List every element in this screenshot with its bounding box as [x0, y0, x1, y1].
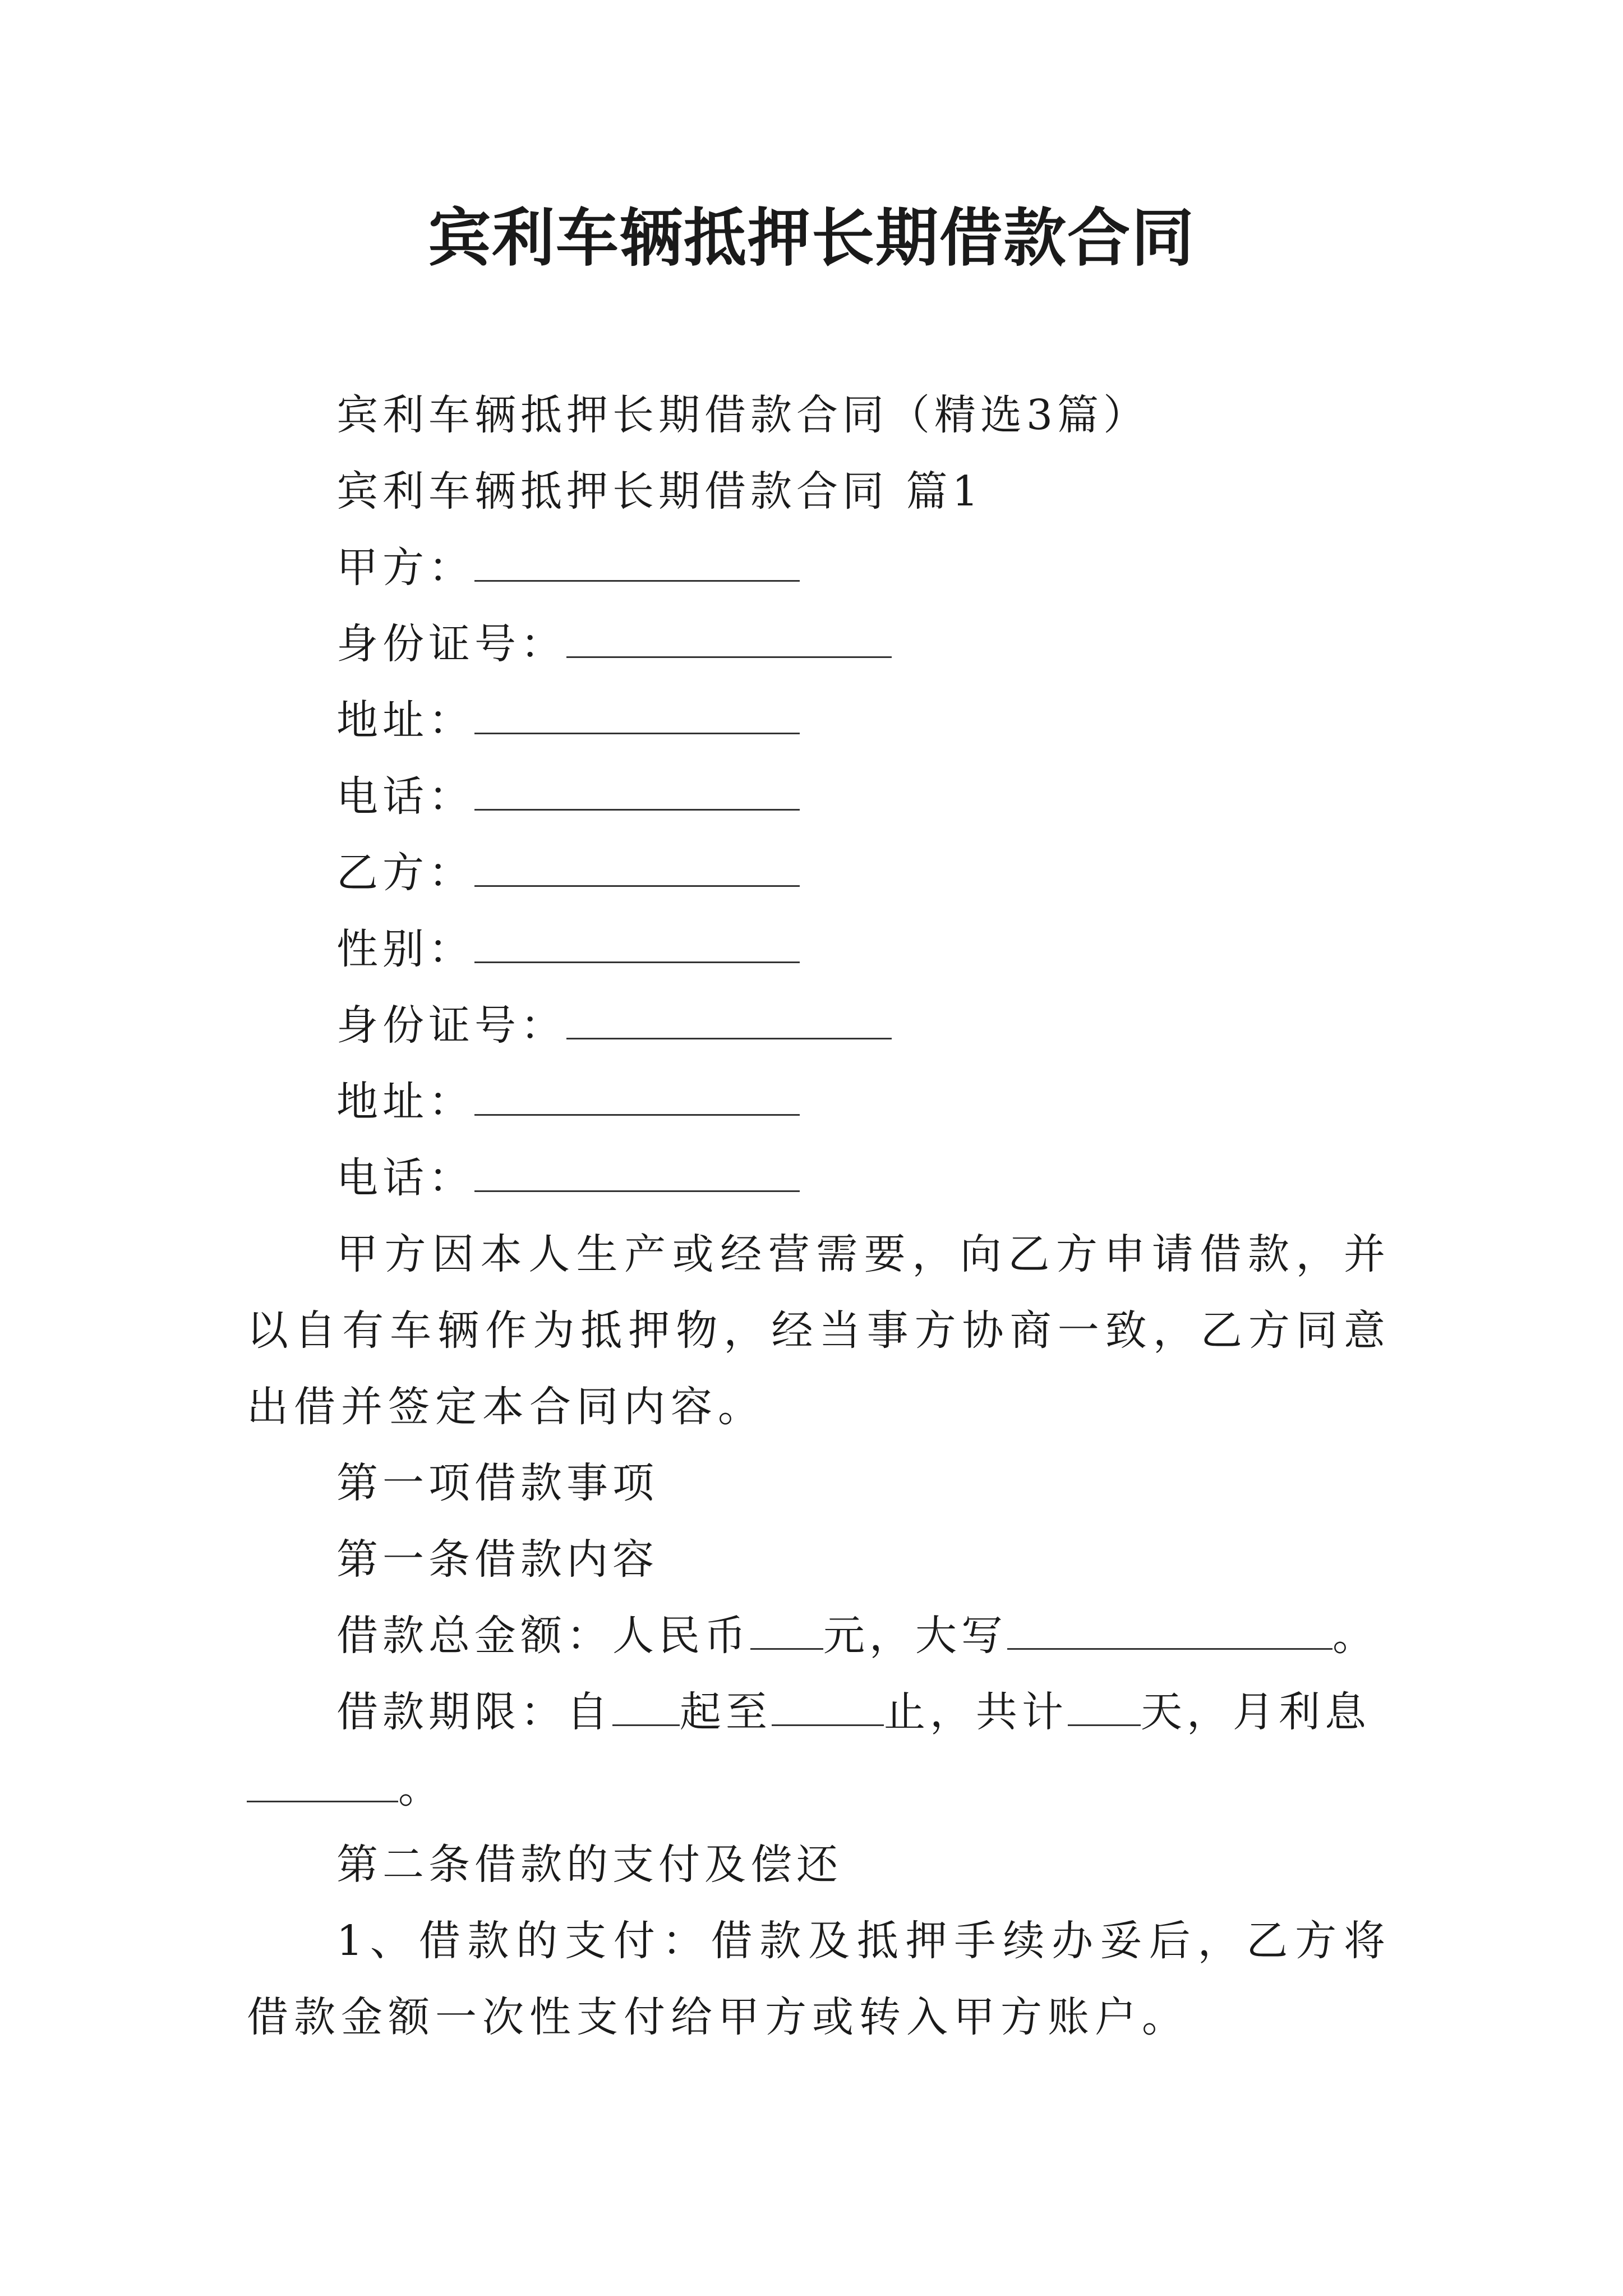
document-subtitle: 宾利车辆抵押长期借款合同（精选3篇） [336, 391, 1150, 439]
loan-amount-label: 借款总金额：人民币 [336, 1612, 750, 1660]
field-label: 地址： [336, 1078, 474, 1126]
fill-blank [566, 620, 892, 658]
fill-blank [474, 697, 800, 734]
fill-blank [772, 1688, 884, 1726]
party-a-name-field [336, 540, 800, 596]
loan-amount-unit: 元，大写 [823, 1612, 1007, 1660]
party-b-gender-field [336, 921, 800, 977]
loan-term-label: 借款期限：自 [336, 1688, 612, 1736]
party-b-name-field [336, 845, 800, 901]
document-title: 宾利车辆抵押长期借款合同 [428, 202, 1195, 275]
loan-term-from-to: 起至 [680, 1688, 772, 1736]
field-label: 性别： [336, 925, 474, 973]
fill-blank [247, 1765, 398, 1802]
article-2-heading: 第二条借款的支付及偿还 [336, 1841, 842, 1889]
fill-blank [1068, 1688, 1141, 1726]
party-a-address-field [336, 692, 800, 748]
payment-paragraph: 1、借款的支付：借款及抵押手续办妥后，乙方将借款金额一次性支付给甲方或转入甲方账户。 [247, 1917, 1391, 2041]
fill-blank [474, 849, 800, 887]
field-label: 身份证号： [336, 620, 566, 668]
party-a-phone-field [336, 769, 800, 825]
loan-term-line-continued [247, 1760, 444, 1816]
loan-term-days: 天，月利息 [1141, 1688, 1371, 1736]
loan-amount-end: 。 [1332, 1612, 1378, 1660]
item-1-heading: 第一项借款事项 [336, 1459, 658, 1507]
loan-term-end: 。 [398, 1764, 444, 1812]
field-label: 电话： [336, 1154, 474, 1202]
fill-blank [474, 773, 800, 811]
fill-blank [566, 1002, 892, 1039]
field-label: 身份证号： [336, 1001, 566, 1050]
article-1-heading: 第一条借款内容 [336, 1535, 658, 1584]
fill-blank [1007, 1612, 1332, 1650]
party-b-id-field [336, 997, 892, 1053]
field-label: 地址： [336, 696, 474, 744]
field-label: 乙方： [336, 849, 474, 897]
party-b-phone-field [336, 1150, 800, 1206]
fill-blank [612, 1688, 680, 1726]
fill-blank [474, 1154, 800, 1192]
field-label: 甲方： [336, 544, 474, 592]
loan-term-stop: 止，共计 [884, 1688, 1068, 1736]
loan-amount-line [336, 1608, 1378, 1664]
fill-blank [474, 926, 800, 963]
fill-blank [474, 1078, 800, 1116]
fill-blank [750, 1612, 823, 1650]
intro-paragraph: 甲方因本人生产或经营需要，向乙方申请借款，并以自有车辆作为抵押物，经当事方协商一致，乙方同意出借并签定本合同内容。 [247, 1230, 1391, 1431]
field-label: 电话： [336, 772, 474, 821]
loan-term-line [336, 1684, 1371, 1740]
section-heading: 宾利车辆抵押长期借款合同 篇1 [336, 467, 983, 516]
fill-blank [474, 544, 800, 582]
party-a-id-field [336, 616, 892, 672]
party-b-address-field [336, 1074, 800, 1130]
